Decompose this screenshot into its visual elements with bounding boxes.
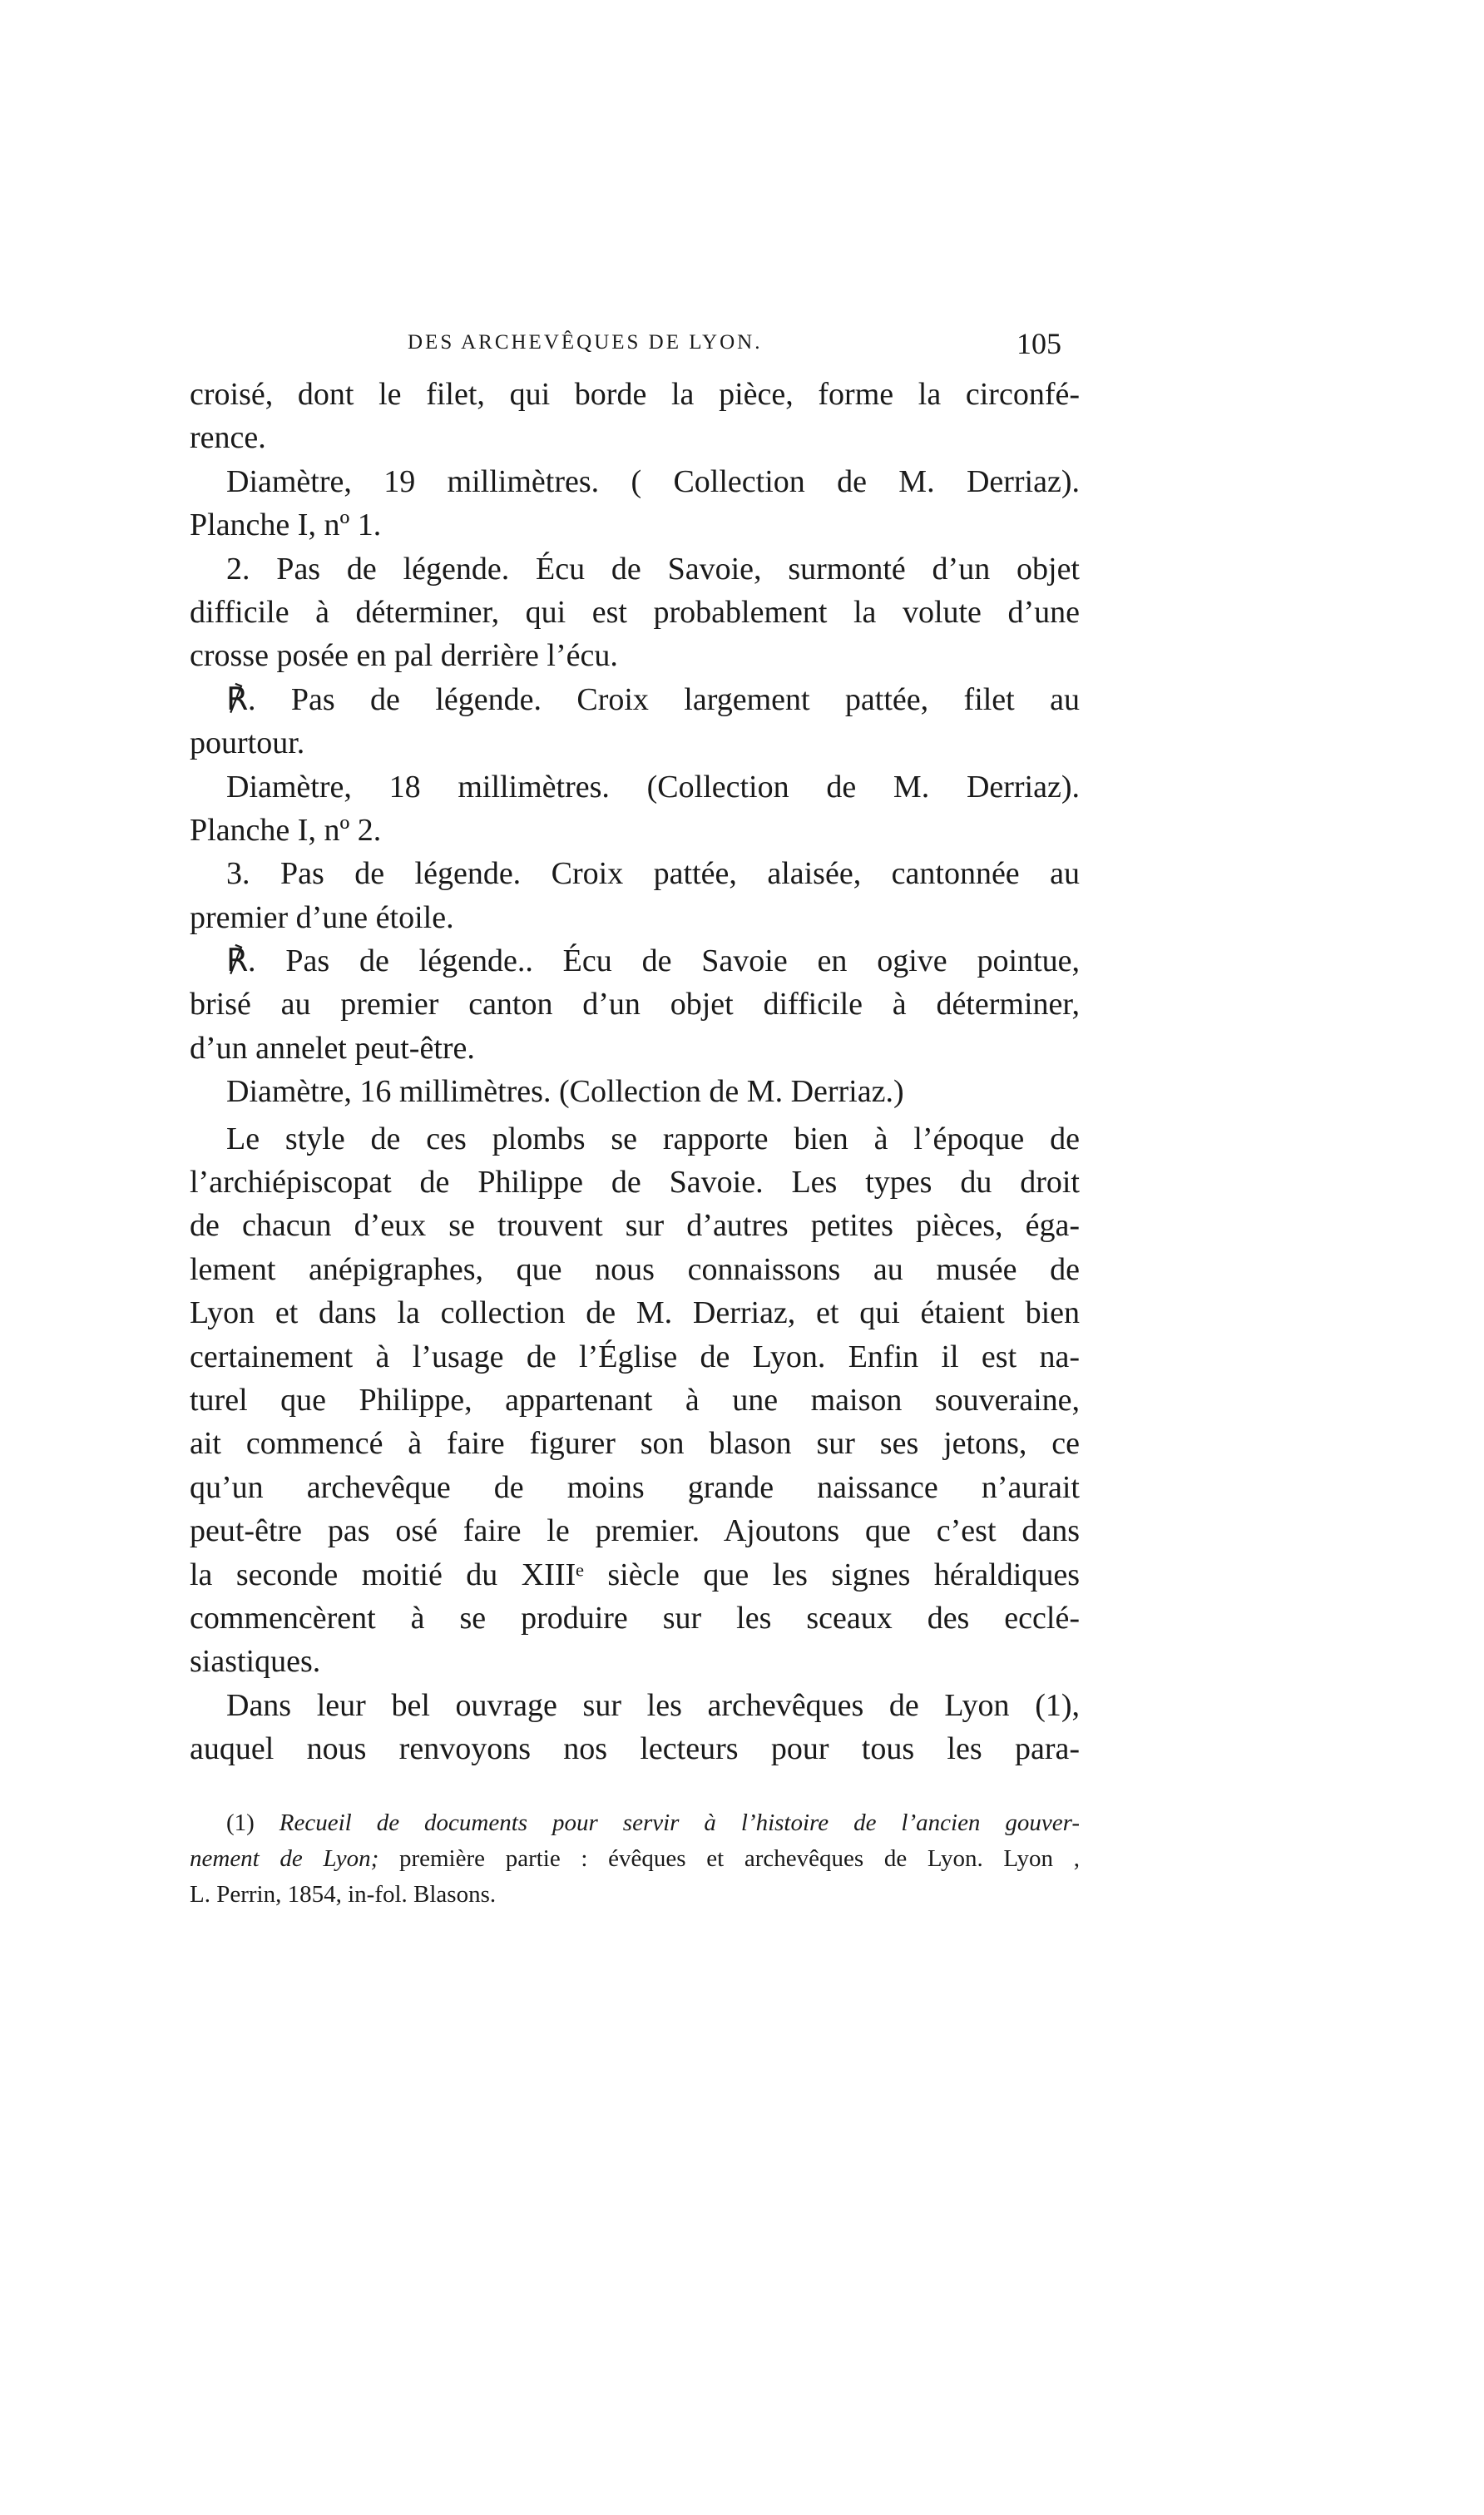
text-line: la seconde moitié du XIIIᵉ siècle que les signes héraldiques bbox=[190, 1557, 1080, 1592]
text-line: Diamètre, 16 millimètres. (Collection de M. Derriaz.) bbox=[226, 1074, 904, 1110]
text-line: ℟. Pas de légende.. Écu de Savoie en ogive pointue, bbox=[226, 943, 1080, 979]
text-line: commencèrent à se produire sur les sceaux des ecclé- bbox=[190, 1600, 1080, 1636]
text-line: croisé, dont le filet, qui borde la pièce, forme la circonfé- bbox=[190, 377, 1080, 412]
text-line: difficile à déterminer, qui est probablement la volute d’une bbox=[190, 594, 1080, 630]
text-line: ℟. Pas de légende. Croix largement pattée, filet au bbox=[226, 681, 1080, 717]
running-head bbox=[0, 327, 1484, 364]
text-line: ait commencé à faire figurer son blason sur ses jetons, ce bbox=[190, 1426, 1080, 1462]
text-line: auquel nous renvoyons nos lecteurs pour tous les para- bbox=[190, 1731, 1080, 1767]
footnote-title-end: nement de Lyon; bbox=[190, 1845, 379, 1872]
text-line: Lyon et dans la collection de M. Derriaz, et qui étaient bien bbox=[190, 1295, 1080, 1331]
text-line: d’un annelet peut-être. bbox=[190, 1030, 475, 1066]
body-text bbox=[190, 373, 1080, 1771]
text-line: Planche I, nº 2. bbox=[190, 812, 382, 848]
page-number: 105 bbox=[1017, 327, 1061, 360]
text-line: de chacun d’eux se trouvent sur d’autres petites pièces, éga- bbox=[190, 1208, 1080, 1244]
text-line: crosse posée en pal derrière l’écu. bbox=[190, 638, 618, 674]
text-line: qu’un archevêque de moins grande naissance n’aurait bbox=[190, 1469, 1080, 1505]
text-line: rence. bbox=[190, 420, 266, 456]
text-line: peut-être pas osé faire le premier. Ajoutons que c’est dans bbox=[190, 1513, 1080, 1549]
text-line: 2. Pas de légende. Écu de Savoie, surmonté d’un objet bbox=[226, 551, 1080, 587]
text-line: brisé au premier canton d’un objet difficile à déterminer, bbox=[190, 987, 1080, 1022]
text-line: siastiques. bbox=[190, 1644, 321, 1680]
text-line: Diamètre, 18 millimètres. (Collection de M. Derriaz). bbox=[226, 769, 1080, 805]
text-line: premier d’une étoile. bbox=[190, 899, 454, 935]
text-line: pourtour. bbox=[190, 725, 305, 761]
text-line: Le style de ces plombs se rapporte bien à l’époque de bbox=[226, 1121, 1080, 1156]
text-line: certainement à l’usage de l’Église de Lyon. Enfin il est na- bbox=[190, 1339, 1080, 1374]
text-line: 3. Pas de légende. Croix pattée, alaisée, cantonnée au bbox=[226, 856, 1080, 892]
footnote-title: Recueil de documents pour servir à l’histoire de l’ancien gouver- bbox=[279, 1810, 1080, 1836]
text-line: lement anépigraphes, que nous connaissons au musée de bbox=[190, 1251, 1080, 1287]
footnote-marker: (1) bbox=[226, 1810, 255, 1836]
footnote-line bbox=[190, 1805, 1080, 1841]
text-line: turel que Philippe, appartenant à une maison souveraine, bbox=[190, 1382, 1080, 1418]
footnote bbox=[190, 1805, 1080, 1913]
text-line: Diamètre, 19 millimètres. ( Collection de M. Derriaz). bbox=[226, 463, 1080, 499]
text-line: Planche I, nº 1. bbox=[190, 507, 382, 543]
footnote-line: L. Perrin, 1854, in-fol. Blasons. bbox=[190, 1881, 497, 1908]
running-title: DES ARCHEVÊQUES DE LYON. bbox=[408, 331, 763, 354]
text-line: l’archiépiscopat de Philippe de Savoie. Les types du droit bbox=[190, 1165, 1080, 1201]
text-line: Dans leur bel ouvrage sur les archevêques de Lyon (1), bbox=[226, 1687, 1080, 1723]
footnote-line bbox=[190, 1841, 1080, 1877]
footnote-text: première partie : évêques et archevêques de Lyon. Lyon , bbox=[398, 1845, 1080, 1872]
